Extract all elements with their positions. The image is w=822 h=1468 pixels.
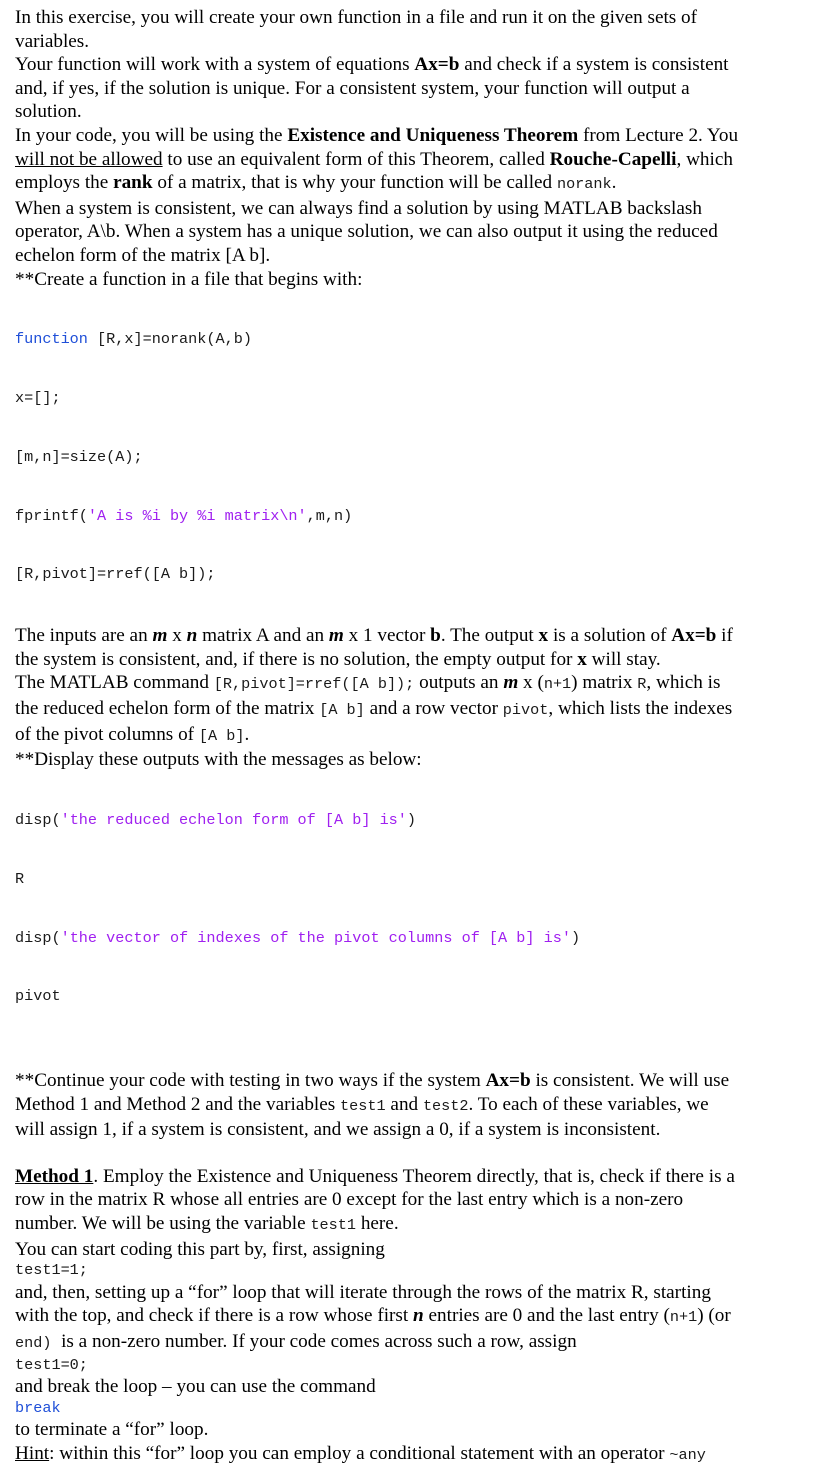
inputs-line-6: **Display these outputs with the messages as below: (15, 749, 422, 771)
intro-line-5: solution. (15, 101, 82, 123)
code-test1-zero (15, 1356, 815, 1376)
code-line: x=[]; (15, 389, 61, 408)
method1-line-9: to terminate a “for” loop. (15, 1419, 209, 1441)
intro-line-10: operator, A\b. When a system has a unique solution, we can also output it using the reduced (15, 221, 718, 243)
spacer (15, 1142, 815, 1165)
method1-line-7: end) is a non-zero number. If your code comes across such a row, assign (15, 1331, 577, 1353)
intro-line-11: echelon form of the matrix [A b]. (15, 244, 271, 266)
intro-line-12: **Create a function in a file that begins with: (15, 268, 363, 290)
continue-line-3: will assign 1, if a system is consistent, and we assign a 0, if a system is inconsistent. (15, 1119, 661, 1141)
method1-line-2: row in the matrix R whose all entries are 0 except for the last entry which is a non-zero (15, 1189, 684, 1211)
inputs-line-3: The MATLAB command [R,pivot]=rref([A b]); outputs an m x (n+1) matrix R, which is (15, 672, 721, 694)
method1-line-4: You can start coding this part by, first, assigning (15, 1238, 385, 1260)
continue-line-2: Method 1 and Method 2 and the variables test1 and test2. To each of these variables, we (15, 1093, 709, 1115)
code-line: function [R,x]=norank(A,b) (15, 330, 252, 349)
intro-line-3: Your function will work with a system of equations Ax=b and check if a system is consistent (15, 54, 729, 76)
intro-line-2: variables. (15, 30, 90, 52)
code-line: pivot (15, 987, 61, 1006)
code-line: R (15, 869, 25, 888)
code-line: disp('the vector of indexes of the pivot columns of [A b] is') (15, 928, 581, 947)
inputs-line-5: of the pivot columns of [A b]. (15, 723, 250, 745)
method1-line-5: and, then, setting up a “for” loop that will iterate through the rows of the matrix R, starting (15, 1281, 711, 1303)
intro-line-8: employs the rank of a matrix, that is why your function will be called norank. (15, 172, 617, 194)
code-line: test1=0; (15, 1355, 88, 1374)
code-test1-init (15, 1261, 815, 1281)
spacer (15, 1046, 815, 1069)
code-line: fprintf('A is %i by %i matrix\n',m,n) (15, 506, 353, 525)
inputs-line-2: the system is consistent, and, if there is no solution, the empty output for x will stay. (15, 648, 661, 670)
intro-line-7: will not be allowed to use an equivalent form of this Theorem, called Rouche-Capelli, which (15, 148, 733, 170)
code-line: [R,pivot]=rref([A b]); (15, 565, 216, 584)
method1-line-6: with the top, and check if there is a row whose first n entries are 0 and the last entry (n+1) (or (15, 1305, 731, 1327)
method1-line-1: Method 1. Employ the Existence and Uniqueness Theorem directly, that is, check if there is a (15, 1165, 735, 1187)
intro-line-9: When a system is consistent, we can always find a solution by using MATLAB backslash (15, 197, 702, 219)
method1-line-8: and break the loop – you can use the command (15, 1376, 376, 1398)
continue-line-1: **Continue your code with testing in two ways if the system Ax=b is consistent. We will use (15, 1070, 730, 1092)
exercise-document (15, 6, 815, 1468)
code-line: test1=1; (15, 1261, 88, 1280)
code-block-function-header (15, 291, 815, 624)
code-line: disp('the reduced echelon form of [A b] is') (15, 810, 417, 829)
code-break (15, 1399, 815, 1419)
code-block-display (15, 772, 815, 1046)
method1-heading: Method 1 (15, 1165, 94, 1187)
method1-line-10: Hint: within this “for” loop you can employ a conditional statement with an operator ~any (15, 1443, 706, 1464)
inputs-line-1: The inputs are an m x n matrix A and an m x 1 vector b. The output x is a solution of Ax=b if (15, 625, 733, 647)
code-line: [m,n]=size(A); (15, 447, 143, 466)
code-line: break (15, 1398, 61, 1417)
intro-line-6: In your code, you will be using the Existence and Uniqueness Theorem from Lecture 2. You (15, 124, 739, 146)
intro-line-1: In this exercise, you will create your own function in a file and run it on the given sets of (15, 7, 698, 28)
inputs-line-4: the reduced echelon form of the matrix [A b] and a row vector pivot, which lists the indexes (15, 698, 733, 719)
intro-line-4: and, if yes, if the solution is unique. For a consistent system, your function will output a (15, 77, 690, 99)
method1-line-3: number. We will be using the variable test1 here. (15, 1213, 399, 1235)
